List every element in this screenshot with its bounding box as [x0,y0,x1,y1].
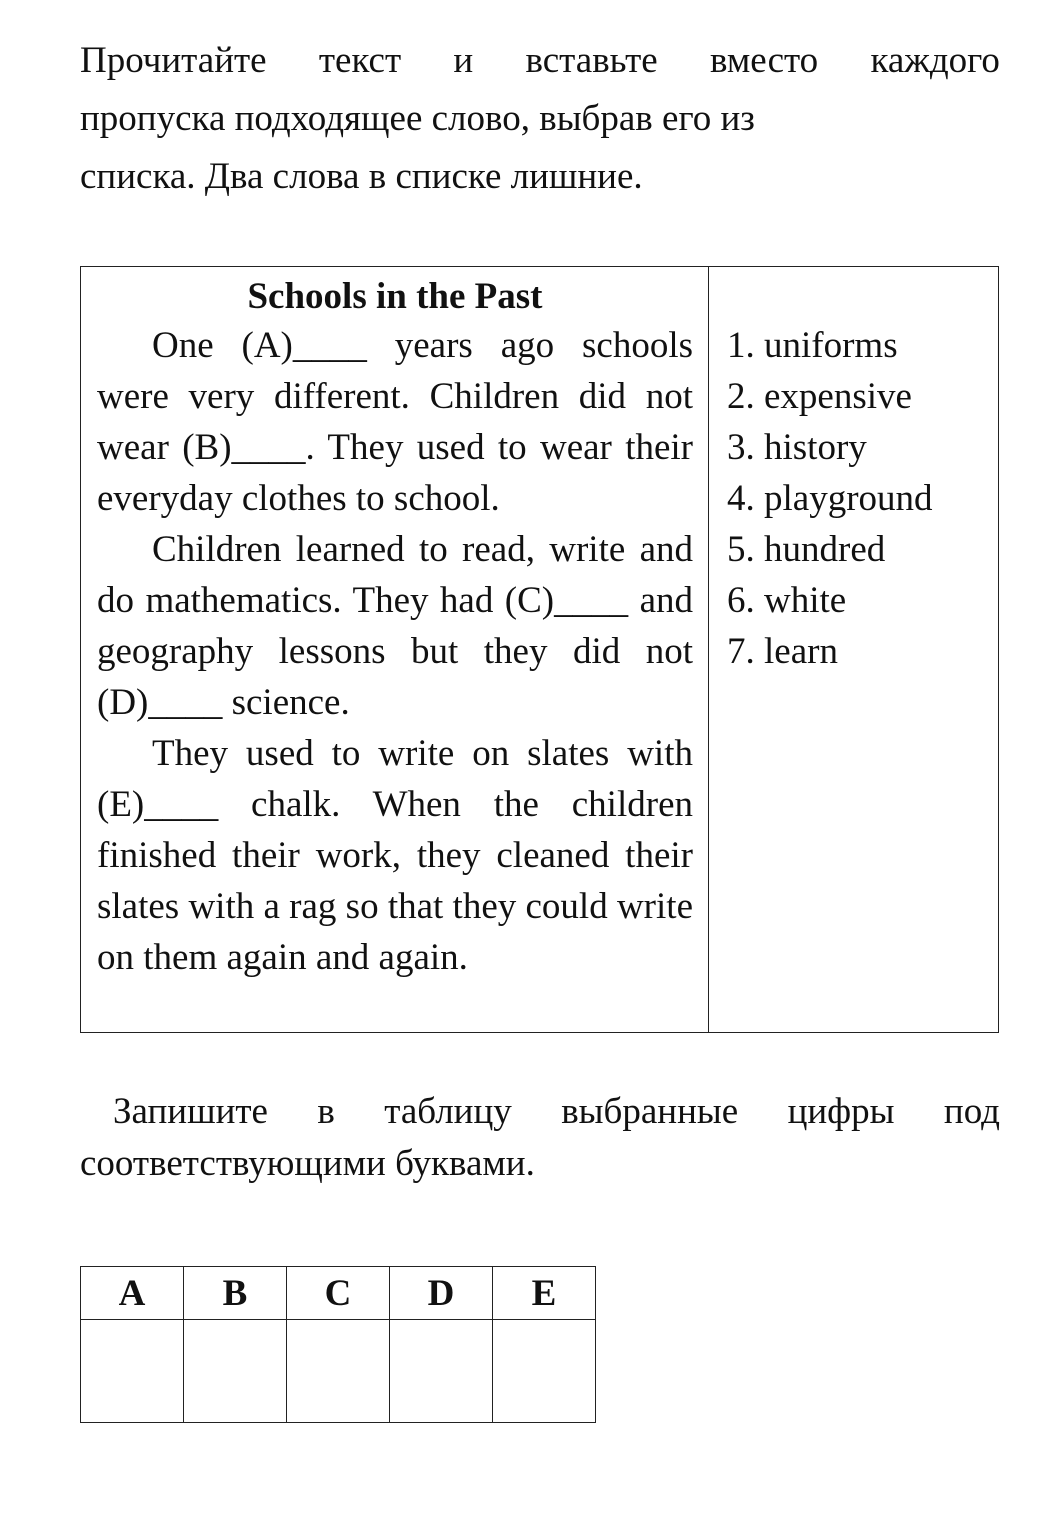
answer-table-input-row [81,1320,596,1423]
answer-table [80,1266,596,1423]
task-intro [80,32,1000,206]
answer-cell-a[interactable] [81,1320,184,1423]
instruction-word: в [317,1091,335,1132]
story-paragraph: They used to write on slates with (E)____ chalk. When the children finished their work, they cleaned their slates with a rag so that they could write on them again and again. [97,733,693,978]
answer-header-e: E [493,1267,596,1320]
word-list-item: 2. expensive [727,376,912,417]
instruction-word: выбранные [561,1091,739,1132]
answer-cell-d[interactable] [390,1320,493,1423]
story-text [97,320,693,983]
instruction-line-2: соответствующими буквами. [80,1143,535,1184]
answer-header-a: A [81,1267,184,1320]
text-column [81,267,709,1032]
answer-header-b: B [184,1267,287,1320]
intro-word: вместо [709,40,819,81]
intro-line-1 [80,32,1000,90]
word-list-item: 6. white [727,580,847,621]
instruction-word: цифры [787,1091,895,1132]
intro-word: вставьте [525,40,658,81]
story-title: Schools in the Past [247,276,543,317]
intro-line-3: списка. Два слова в списке лишние. [80,156,643,197]
answer-instruction [80,1086,1000,1190]
answer-header-d: D [390,1267,493,1320]
answer-table-header-row [81,1267,596,1320]
intro-word: текст [318,40,402,81]
instruction-word: Запишите [113,1091,268,1132]
word-list [727,320,933,677]
word-list-item: 1. uniforms [727,325,898,366]
instruction-word: таблицу [384,1091,512,1132]
intro-word: и [453,40,474,81]
answer-cell-e[interactable] [493,1320,596,1423]
answer-header-c: C [287,1267,390,1320]
instruction-word: под [943,1091,1000,1132]
task-table [80,266,999,1033]
intro-line-2: пропуска подходящее слово, выбрав его из [80,98,755,139]
word-list-item: 5. hundred [727,529,886,570]
intro-word: Прочитайте [80,40,267,81]
story-paragraph: Children learned to read, write and do mathematics. They had (C)____ and geography lessons but they did not (D)____ science. [97,529,693,723]
answer-cell-b[interactable] [184,1320,287,1423]
answer-cell-c[interactable] [287,1320,390,1423]
story-paragraph: One (A)____ years ago schools were very different. Children did not wear (B)____. They used to wear their everyday clothes to school. [97,325,693,519]
word-list-item: 4. playground [727,478,933,519]
intro-word: каждого [870,40,1000,81]
instruction-line-1 [80,1086,1000,1138]
word-list-item: 3. history [727,427,867,468]
word-list-item: 7. learn [727,631,838,672]
